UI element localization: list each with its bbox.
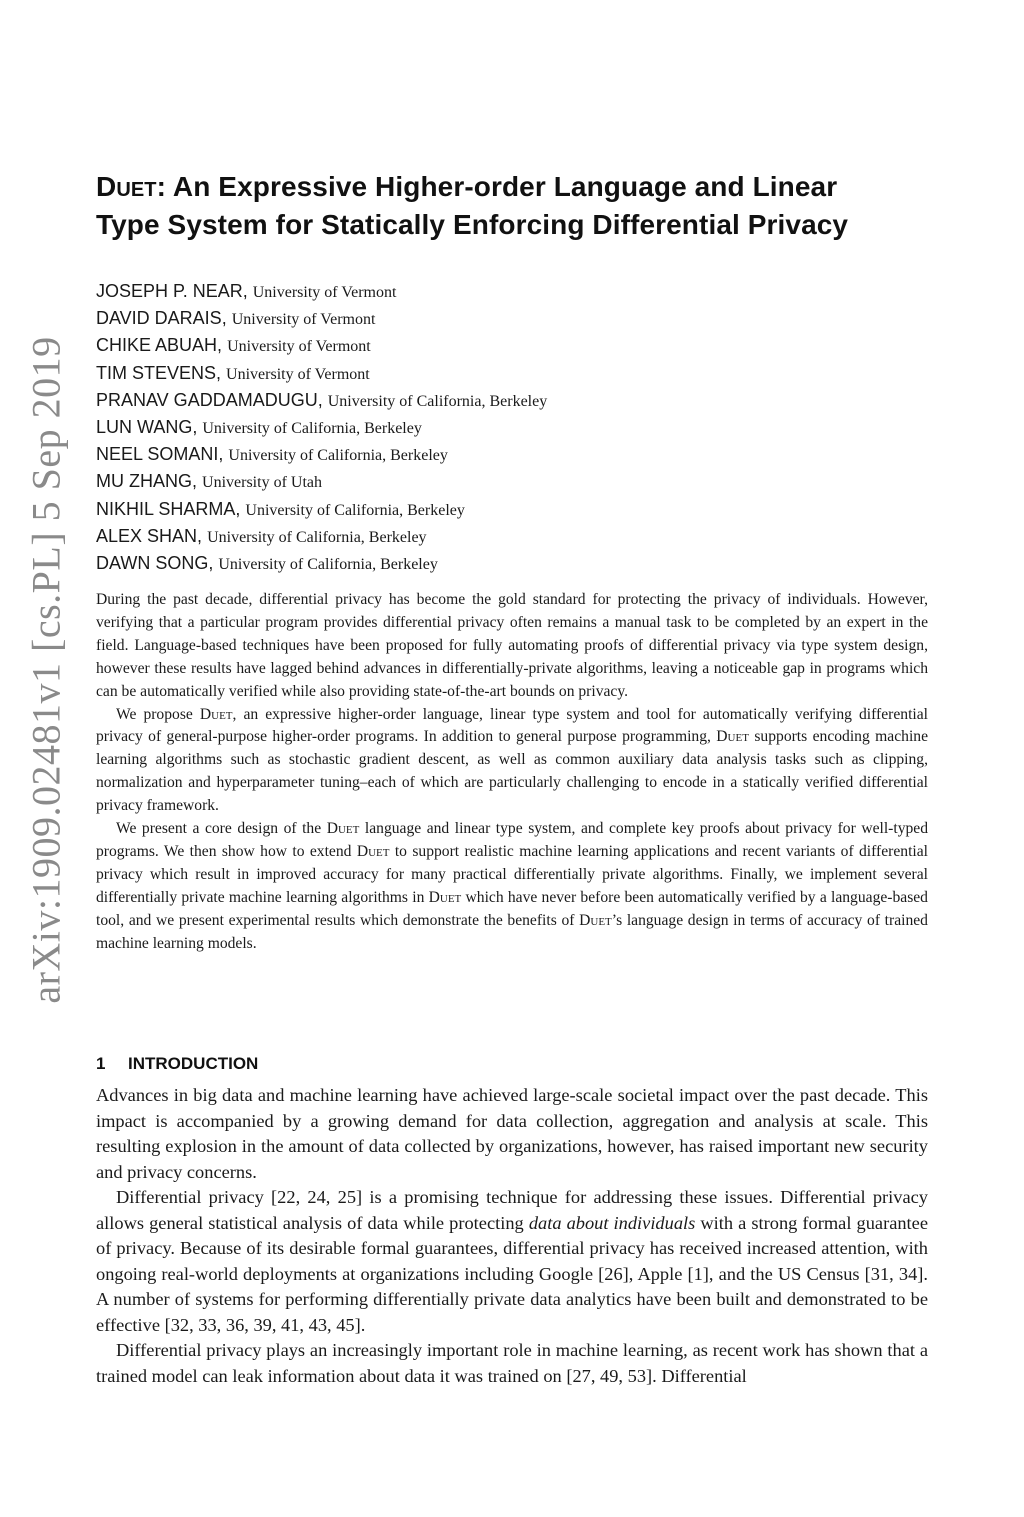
author-name: JOSEPH P. NEAR, bbox=[96, 281, 248, 301]
author-entry bbox=[96, 360, 796, 387]
author-affiliation: University of Vermont bbox=[227, 338, 371, 356]
abstract-paragraph-1: During the past decade, differential privacy has become the gold standard for protecting the privacy of individuals. However, verifying that a particular program provides differential privacy often remains a manual task to be completed by an expert in the field. Language-based techniques have been proposed for fully automating proofs of differential privacy via type system design, however these results have lagged behind advances in differentially-private algorithms, leaving a noticeable gap in programs which can be automatically verified while also providing state-of-the-art bounds on privacy. bbox=[96, 591, 928, 700]
author-name: MU ZHANG, bbox=[96, 471, 197, 492]
author-name: LUN WANG, bbox=[96, 416, 198, 437]
duet-name: Duet bbox=[356, 842, 390, 860]
author-entry bbox=[96, 550, 796, 577]
title-duet: Duet bbox=[96, 171, 157, 202]
author-name: CHIKE ABUAH, bbox=[96, 335, 223, 356]
section-title: INTRODUCTION bbox=[128, 1054, 259, 1073]
arxiv-identifier: arXiv:1909.02481v1 [cs.PL] 5 Sep 2019 bbox=[23, 336, 69, 1004]
author-affiliation: University of Vermont bbox=[231, 311, 376, 329]
author-entry bbox=[96, 332, 796, 359]
author-entry bbox=[96, 278, 796, 305]
abstract bbox=[96, 589, 928, 956]
duet-name: Duet bbox=[579, 911, 612, 929]
author-name: DAWN SONG, bbox=[96, 552, 214, 573]
title-line-1 bbox=[96, 168, 926, 206]
author-affiliation: University of Utah bbox=[202, 474, 322, 492]
body-paragraph-2 bbox=[96, 1185, 928, 1338]
section-number: 1 bbox=[96, 1054, 106, 1073]
text-run: to support realistic machine learning applications and recent variants of differential privacy which result in improved accuracy for many practical differentially private algorithms. Finally, we implement several differentially private machine learning algorithms in bbox=[96, 842, 928, 906]
text-run: language and linear type system, and complete key proofs about privacy for well-typed programs. We then show how to extend bbox=[96, 820, 929, 860]
author-name: NEEL SOMANI, bbox=[96, 444, 224, 465]
author-entry bbox=[96, 305, 796, 332]
author-affiliation: University of California, Berkeley bbox=[327, 392, 548, 410]
author-name: ALEX SHAN, bbox=[96, 525, 203, 546]
author-affiliation: University of California, Berkeley bbox=[202, 419, 422, 437]
author-entry bbox=[96, 441, 796, 468]
text-run: supports encoding machine learning algorithms such as stochastic gradient descent, as well as common auxiliary data analysis tasks such as clipping, normalization and hyperparameter tuning–each of which are particularly challenging to encode in a statically verified differential privacy framework. bbox=[96, 728, 928, 815]
author-name: PRANAV GADDAMADUGU, bbox=[96, 389, 323, 410]
author-entry bbox=[96, 496, 796, 523]
emphasis-text: data about individuals bbox=[528, 1212, 696, 1233]
author-name: NIKHIL SHARMA, bbox=[96, 498, 241, 519]
section-heading bbox=[96, 1052, 258, 1076]
duet-name: Duet bbox=[199, 705, 233, 723]
title-line-2: Type System for Statically Enforcing Differential Privacy bbox=[96, 209, 849, 240]
duet-name: Duet bbox=[428, 888, 462, 906]
author-entry bbox=[96, 387, 796, 414]
text-run: We present a core design of the bbox=[116, 820, 327, 838]
text-run: , an expressive higher-order language, linear type system and tool for automatically verifying differential privacy of general-purpose higher-order programs. In addition to general purpose programming, bbox=[96, 705, 928, 746]
text-run: Differential privacy [22, 24, 25] is a promising technique for addressing these issues. Differential privacy allows general statistical analysis of data while protecting bbox=[96, 1187, 928, 1233]
author-entry bbox=[96, 468, 796, 495]
text-run: which have never before been automatically verified by a language-based tool, and we present experimental results which demonstrate the benefits of bbox=[96, 888, 928, 929]
introduction-body bbox=[96, 1083, 928, 1389]
author-affiliation: University of California, Berkeley bbox=[245, 501, 465, 519]
text-run: ’s language design in terms of accuracy of trained machine learning models. bbox=[96, 911, 928, 952]
author-affiliation: University of Vermont bbox=[252, 284, 397, 301]
author-list bbox=[96, 278, 796, 577]
body-paragraph-3: Differential privacy plays an increasingly important role in machine learning, as recent work has shown that a trained model can leak information about data it was trained on [27, 49, 53]. Differential bbox=[96, 1340, 928, 1386]
author-name: DAVID DARAIS, bbox=[96, 308, 227, 329]
author-affiliation: University of California, Berkeley bbox=[228, 447, 448, 465]
text-run: with a strong formal guarantee of privacy. Because of its desirable formal guarantees, differential privacy has received increased attention, with ongoing real-world deployments at organizations including Google [26], Apple [1], and the US Census [31, 34]. A number of systems for performing differentially private data analytics have been built and demonstrated to be effective [32, 33, 36, 39, 41, 43, 45]. bbox=[96, 1212, 928, 1335]
title-rest-line-1: : An Expressive Higher-order Language and Linear bbox=[156, 171, 838, 202]
duet-name: Duet bbox=[716, 728, 749, 746]
text-run: We propose bbox=[116, 705, 200, 723]
author-name: TIM STEVENS, bbox=[96, 362, 222, 383]
author-entry bbox=[96, 414, 796, 441]
author-affiliation: University of Vermont bbox=[226, 365, 370, 383]
paper-title bbox=[96, 168, 926, 244]
author-entry bbox=[96, 523, 796, 550]
abstract-paragraph-3 bbox=[96, 818, 928, 955]
author-affiliation: University of California, Berkeley bbox=[218, 555, 438, 573]
author-affiliation: University of California, Berkeley bbox=[207, 528, 427, 546]
body-paragraph-1: Advances in big data and machine learning have achieved large-scale societal impact over the past decade. This impact is accompanied by a growing demand for data collection, aggregation and analysis at scale. This resulting explosion in the amount of data collected by organizations, however, has raised important new security and privacy concerns. bbox=[96, 1085, 928, 1182]
duet-name: Duet bbox=[326, 820, 360, 838]
abstract-paragraph-2 bbox=[96, 704, 928, 819]
